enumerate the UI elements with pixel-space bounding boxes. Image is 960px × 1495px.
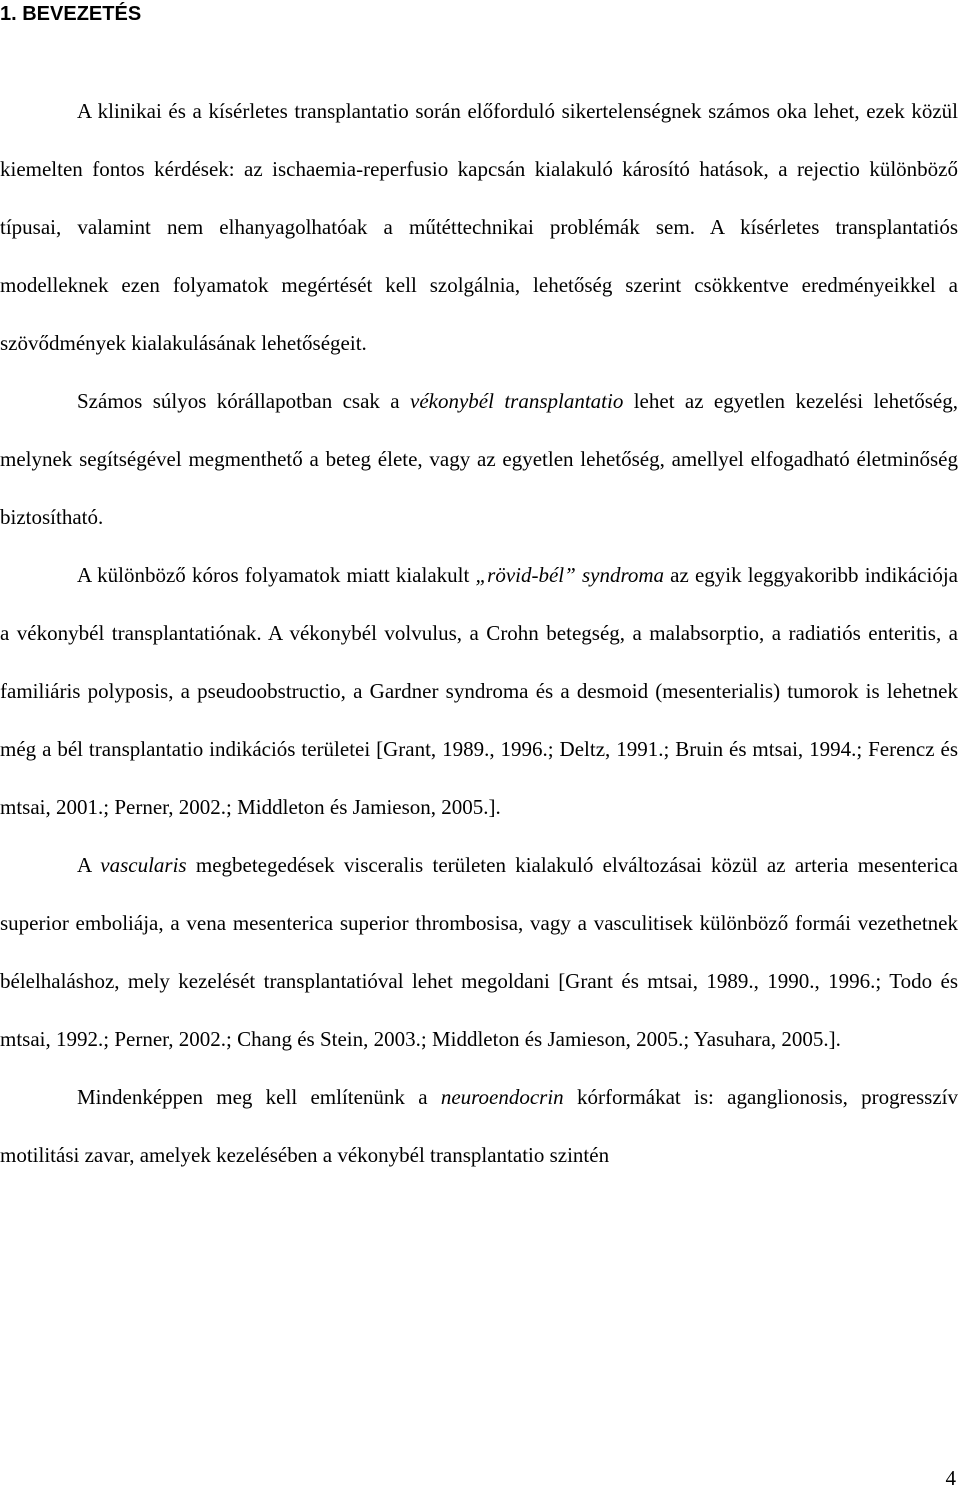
paragraph [0,372,958,546]
italic-text: vascularis [100,853,187,877]
italic-text: „rövid-bél” syndroma [475,563,665,587]
text-run: Mindenképpen meg kell említenünk a [77,1085,441,1109]
italic-text: vékonybél transplantatio [410,389,624,413]
page-number: 4 [945,1466,956,1490]
section-heading: 1. BEVEZETÉS [0,3,142,25]
text-run: kórformákat is: aganglionosis, progresszív motilitási zavar, amelyek kezelésében a vékonybél transplantatio szintén [0,1085,958,1167]
paragraph [0,82,958,372]
body-text [0,82,958,1184]
paragraph [0,546,958,836]
text-run: Számos súlyos kórállapotban csak a [77,389,410,413]
text-run: az egyik leggyakoribb indikációja a vékonybél transplantatiónak. A vékonybél volvulus, a Crohn betegség, a malabsorptio, a radiatiós enteritis, a familiáris polyposis, a pseudoobstructio, a Gardner syndroma és a desmoid (mesenterialis) tumorok is lehetnek még a bél transplantatio indikációs területei [Grant, 1989., 1996.; Deltz, 1991.; Bruin és mtsai, 1994.; Ferencz és mtsai, 2001.; Perner, 2002.; Middleton és Jamieson, 2005.]. [0,563,958,819]
paragraph [0,836,958,1068]
text-run: A különböző kóros folyamatok miatt kialakult [77,563,476,587]
text-run: megbetegedések visceralis területen kialakuló elváltozásai közül az arteria mesenterica superior emboliája, a vena mesenterica superior thrombosisa, vagy a vasculitisek különböző formái vezethetnek bélelhaláshoz, mely kezelését transplantatióval lehet megoldani [Grant és mtsai, 1989., 1990., 1996.; Todo és mtsai, 1992.; Perner, 2002.; Chang és Stein, 2003.; Middleton és Jamieson, 2005.; Yasuhara, 2005.]. [0,853,958,1051]
text-run: A klinikai és a kísérletes transplantatio során előforduló sikertelenségnek számos oka lehet, ezek közül kiemelten fontos kérdések: az ischaemia-reperfusio kapcsán kialakuló károsító hatások, a rejectio különböző típusai, valamint nem elhanyagolhatóak a műtéttechnikai problémák sem. A kísérletes transplantatiós modelleknek ezen folyamatok megértését kell szolgálnia, lehetőség szerint csökkentve eredményeikkel a szövődmények kialakulásának lehetőségeit. [0,99,958,355]
text-run: A [77,853,101,877]
paragraph [0,1068,958,1184]
text-run: lehet az egyetlen kezelési lehetőség, melynek segítségével megmenthető a beteg élete, vagy az egyetlen lehetőség, amellyel elfogadható életminőség biztosítható. [0,389,958,529]
italic-text: neuroendocrin [440,1085,564,1109]
